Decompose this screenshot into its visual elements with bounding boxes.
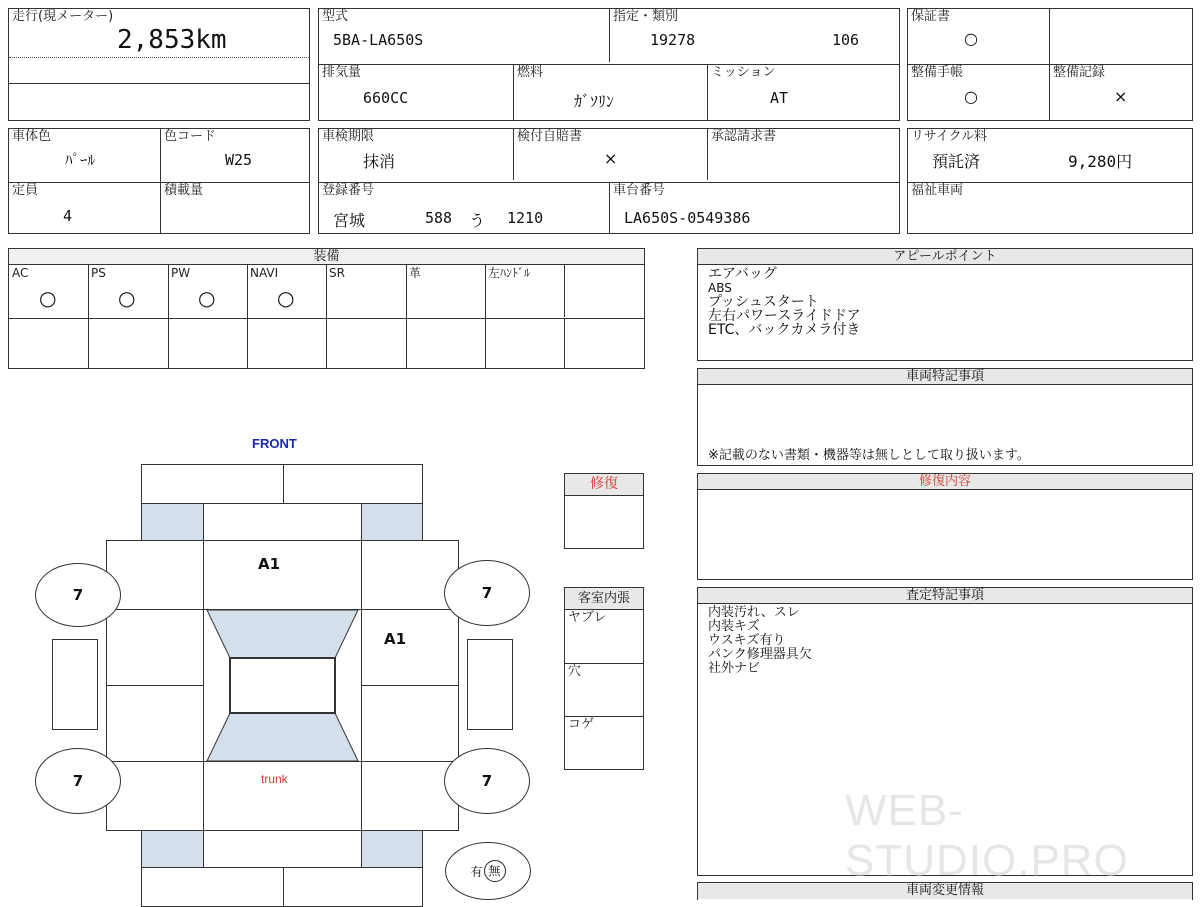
left-rear-door (106, 685, 204, 762)
assessment-line: 社外ナビ (708, 661, 761, 676)
maint-book-value: ○ (964, 87, 978, 106)
designation-value-2: 106 (832, 31, 860, 49)
mileage-value: 2,853km (117, 25, 227, 55)
interior-title: 客室内張 (565, 588, 643, 610)
front-panel (203, 503, 362, 541)
appeal-line: ABS (708, 281, 732, 295)
insurance-label: 検付自賠書 (517, 129, 583, 144)
fuel-value: ｶﾞｿﾘﾝ (574, 92, 615, 111)
front-left-light (141, 503, 204, 541)
rear-bumper (141, 867, 423, 907)
inspection-label: 車検期限 (322, 129, 375, 144)
displacement-value: 660CC (363, 89, 409, 107)
interior-row: 穴 (568, 664, 582, 679)
assessment-line: パンク修理器具欠 (708, 647, 812, 662)
front-label: FRONT (252, 436, 297, 451)
mileage-label: 走行(現メーター) (12, 9, 114, 24)
appeal-line: エアバッグ (708, 266, 777, 282)
vehicle-notes-box (697, 368, 1193, 466)
maint-record-value: × (1114, 87, 1128, 106)
vehicle-notes-note: ※記載のない書類・機器等は無しとして取り扱います。 (708, 448, 1030, 463)
equipment-mark: ○ (39, 286, 57, 310)
repair-box (564, 473, 644, 549)
car-diagram (0, 430, 560, 900)
equipment-mark: ○ (198, 286, 216, 310)
rear-right-light (361, 830, 423, 868)
equipment-title: 装備 (9, 249, 644, 265)
front-right-light (361, 503, 423, 541)
vehicle-change-title: 車両変更情報 (698, 883, 1192, 899)
warranty-label: 保証書 (911, 9, 951, 24)
color-code-label: 色コード (164, 129, 217, 144)
mileage-block (8, 8, 310, 121)
recycle-welfare-block (907, 128, 1193, 234)
tire-rear-right: 7 (444, 748, 530, 814)
right-side-sill (467, 639, 513, 730)
model-value: 5BA-LA650S (333, 31, 424, 49)
assessment-line: 内装汚れ、スレ (708, 605, 800, 620)
documents-block (907, 8, 1193, 121)
insurance-value: × (604, 149, 618, 168)
tire-front-right: 7 (444, 560, 530, 626)
rear-right-fender (361, 761, 459, 831)
warranty-value: ○ (964, 29, 978, 48)
transmission-value: AT (770, 89, 789, 107)
left-front-door (106, 609, 204, 686)
assessment-title: 査定特記事項 (698, 588, 1192, 604)
spare-tire (445, 842, 531, 900)
load-label: 積載量 (164, 183, 204, 198)
rear-window (207, 713, 358, 761)
equipment-table (8, 248, 645, 369)
equipment-label: AC (12, 266, 29, 280)
trunk-panel (203, 761, 362, 831)
body-color-label: 車体色 (12, 129, 52, 144)
chassis-value: LA650S-0549386 (624, 209, 751, 227)
right-door-damage: A1 (384, 630, 407, 648)
transmission-label: ミッション (711, 65, 776, 80)
approval-label: 承認請求書 (711, 129, 777, 144)
appeal-box (697, 248, 1193, 361)
equipment-label: 革 (409, 266, 422, 280)
rear-panel (203, 830, 362, 868)
spec-block (318, 8, 900, 121)
displacement-label: 排気量 (322, 65, 362, 80)
equipment-label: SR (329, 266, 345, 280)
maint-record-label: 整備記録 (1053, 65, 1106, 80)
chassis-label: 車台番号 (613, 183, 666, 198)
assessment-line: 内装キズ (708, 619, 760, 634)
maint-book-label: 整備手帳 (911, 65, 964, 80)
fuel-label: 燃料 (517, 65, 544, 80)
equipment-label: NAVI (250, 266, 279, 280)
registration-region: 宮城 (333, 211, 366, 230)
registration-block (318, 128, 900, 234)
assessment-lines (708, 606, 812, 676)
right-front-door (361, 609, 459, 686)
registration-number: 1210 (507, 209, 544, 227)
equipment-label: PS (91, 266, 106, 280)
repair-detail-title: 修復内容 (698, 474, 1192, 490)
appeal-line: ETC、バックカメラ付き (708, 322, 861, 338)
watermark: WEB-STUDIO.PRO (845, 786, 1129, 885)
vehicle-notes-title: 車両特記事項 (698, 369, 1192, 385)
spare-present: 有 (470, 864, 483, 879)
capacity-value: 4 (63, 207, 73, 225)
inspection-value: 抹消 (363, 152, 396, 171)
body-color-value: ﾊﾟｰﾙ (65, 151, 96, 169)
designation-value-1: 19278 (650, 31, 696, 49)
spare-absent: 無 (484, 860, 506, 882)
interior-row: ヤブレ (568, 610, 607, 625)
left-side-sill (52, 639, 98, 730)
repair-detail-box (697, 473, 1193, 580)
front-left-fender (106, 540, 204, 610)
equipment-label: 左ﾊﾝﾄﾞﾙ (488, 266, 531, 280)
model-label: 型式 (322, 9, 349, 24)
color-code-value: W25 (225, 151, 253, 169)
welfare-label: 福祉車両 (911, 183, 964, 198)
designation-label: 指定・類別 (613, 9, 679, 24)
hood-panel (203, 540, 362, 610)
rear-left-light (141, 830, 204, 868)
windshield (207, 610, 358, 658)
repair-title: 修復 (565, 474, 643, 496)
color-capacity-block (8, 128, 310, 234)
capacity-label: 定員 (12, 183, 39, 198)
recycle-status: 預託済 (932, 152, 981, 171)
hood-damage: A1 (258, 555, 281, 573)
tire-front-left: 7 (35, 563, 121, 627)
recycle-amount: 9,280円 (1068, 152, 1133, 171)
appeal-title: アピールポイント (698, 249, 1192, 265)
appeal-line: 左右パワースライドドア (708, 308, 861, 324)
cabin-roof (203, 609, 362, 762)
registration-kana: う (469, 211, 486, 230)
recycle-label: リサイクル料 (911, 129, 988, 144)
equipment-mark: ○ (118, 286, 136, 310)
equipment-label: PW (171, 266, 191, 280)
interior-row: コゲ (568, 717, 595, 732)
trunk-label: trunk (261, 772, 288, 786)
appeal-line: プッシュスタート (708, 294, 819, 310)
tire-rear-left: 7 (35, 748, 121, 814)
interior-box (564, 587, 644, 770)
rear-left-fender (106, 761, 204, 831)
registration-label: 登録番号 (322, 183, 375, 198)
assessment-line: ウスキズ有り (708, 633, 786, 648)
appeal-lines (708, 267, 860, 337)
roof-panel (230, 658, 335, 713)
registration-class: 588 (425, 209, 453, 227)
front-bumper (141, 464, 423, 504)
right-rear-door (361, 685, 459, 762)
equipment-mark: ○ (277, 286, 295, 310)
